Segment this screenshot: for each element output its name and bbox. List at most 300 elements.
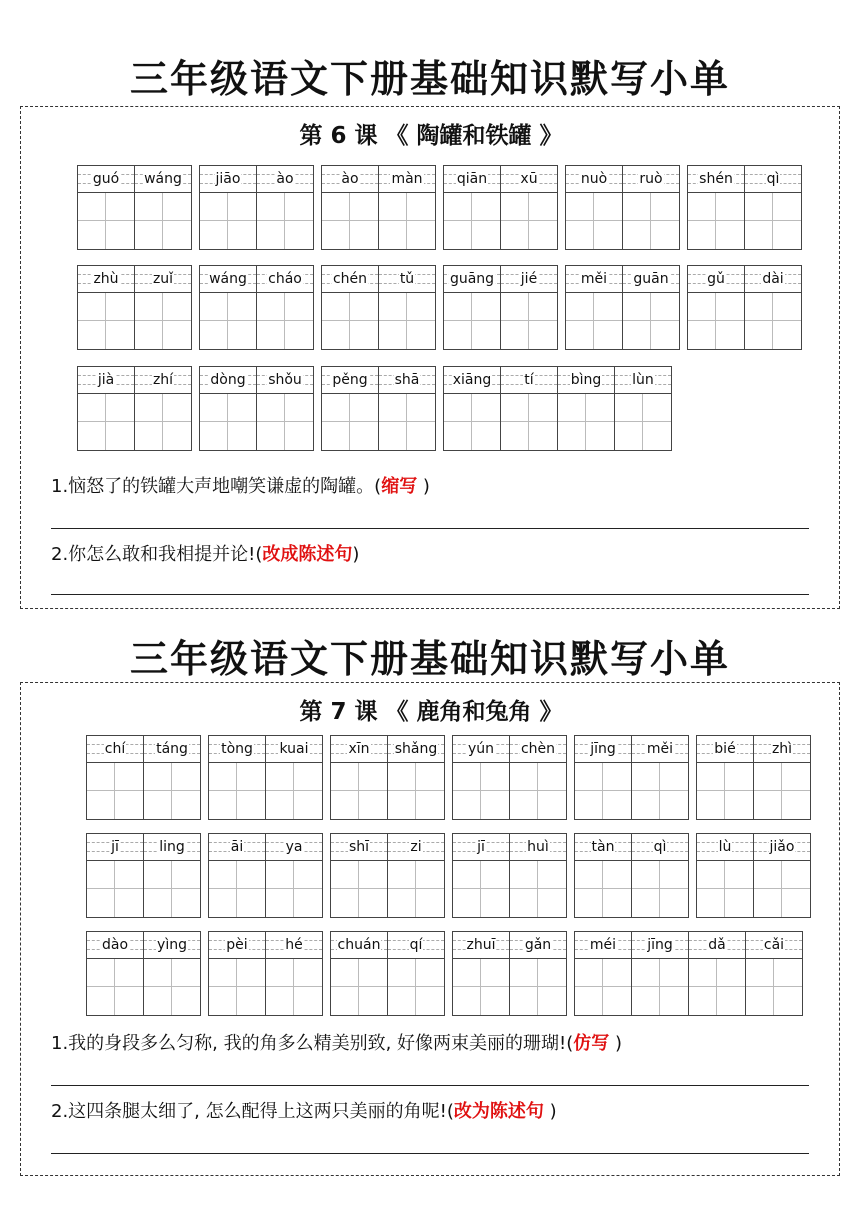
writing-square[interactable] bbox=[444, 193, 500, 249]
word-box bbox=[208, 931, 323, 1016]
writing-square[interactable] bbox=[78, 293, 134, 349]
pinyin-label bbox=[632, 834, 688, 861]
character-cell bbox=[257, 166, 313, 249]
writing-square[interactable] bbox=[697, 861, 753, 917]
pinyin-label bbox=[78, 266, 134, 293]
pinyin-text: ruò bbox=[639, 171, 663, 187]
word-box bbox=[452, 931, 567, 1016]
character-cell bbox=[135, 266, 191, 349]
writing-square[interactable] bbox=[388, 861, 444, 917]
pinyin-label bbox=[388, 834, 444, 861]
pinyin-text: tàn bbox=[591, 839, 615, 855]
pinyin-text: wáng bbox=[144, 171, 182, 187]
question-2 bbox=[51, 1097, 557, 1123]
answer-line-2[interactable] bbox=[51, 1153, 809, 1154]
writing-square[interactable] bbox=[697, 763, 753, 819]
character-cell bbox=[331, 932, 388, 1015]
writing-square[interactable] bbox=[688, 293, 744, 349]
pinyin-label bbox=[453, 932, 509, 959]
writing-square[interactable] bbox=[754, 861, 810, 917]
character-cell bbox=[745, 166, 801, 249]
writing-square[interactable] bbox=[87, 763, 143, 819]
character-cell bbox=[510, 932, 566, 1015]
page-title-2: 三年级语文下册基础知识默写小单 bbox=[129, 636, 730, 681]
pinyin-label bbox=[266, 736, 322, 763]
character-cell bbox=[209, 932, 266, 1015]
pinyin-label bbox=[623, 166, 679, 193]
pinyin-label bbox=[746, 932, 802, 959]
pinyin-label bbox=[623, 266, 679, 293]
pinyin-label bbox=[754, 834, 810, 861]
pinyin-label bbox=[510, 932, 566, 959]
pinyin-text: jià bbox=[97, 372, 115, 388]
pinyin-label bbox=[510, 834, 566, 861]
pinyin-label bbox=[78, 166, 134, 193]
pinyin-label bbox=[257, 166, 313, 193]
pinyin-label bbox=[632, 932, 688, 959]
writing-square[interactable] bbox=[566, 193, 622, 249]
question-2 bbox=[51, 540, 359, 566]
writing-square[interactable] bbox=[322, 394, 378, 450]
character-cell bbox=[558, 367, 615, 450]
pinyin-row-2 bbox=[77, 265, 802, 350]
pinyin-text: shǎng bbox=[394, 741, 438, 757]
writing-square[interactable] bbox=[745, 193, 801, 249]
question-1-text: 1.我的身段多么匀称, 我的角多么精美别致, 好像两束美丽的珊瑚!( bbox=[51, 1033, 574, 1054]
writing-square[interactable] bbox=[688, 193, 744, 249]
character-cell bbox=[379, 166, 435, 249]
character-cell bbox=[632, 736, 688, 819]
character-cell bbox=[87, 834, 144, 917]
character-cell bbox=[87, 932, 144, 1015]
word-box bbox=[443, 265, 558, 350]
pinyin-text: pěng bbox=[332, 372, 368, 388]
character-cell bbox=[615, 367, 671, 450]
question-2-hint: 改成陈述句 bbox=[262, 544, 353, 565]
pinyin-text: dòng bbox=[210, 372, 246, 388]
character-cell bbox=[754, 736, 810, 819]
pinyin-text: ya bbox=[285, 839, 303, 855]
character-cell bbox=[266, 736, 322, 819]
pinyin-label bbox=[87, 736, 143, 763]
writing-square[interactable] bbox=[632, 861, 688, 917]
character-cell bbox=[322, 266, 379, 349]
pinyin-text: jiǎo bbox=[769, 839, 795, 855]
writing-square[interactable] bbox=[257, 193, 313, 249]
writing-square[interactable] bbox=[501, 293, 557, 349]
question-1-hint: 缩写 bbox=[381, 476, 418, 497]
question-1-hint: 仿写 bbox=[573, 1033, 610, 1054]
writing-square[interactable] bbox=[331, 959, 387, 1015]
character-cell bbox=[623, 166, 679, 249]
word-box bbox=[86, 735, 201, 820]
pinyin-label bbox=[200, 166, 256, 193]
pinyin-text: nuò bbox=[580, 171, 608, 187]
word-box bbox=[574, 735, 689, 820]
writing-square[interactable] bbox=[322, 293, 378, 349]
writing-square[interactable] bbox=[746, 959, 802, 1015]
writing-square[interactable] bbox=[200, 293, 256, 349]
writing-square[interactable] bbox=[257, 293, 313, 349]
character-cell bbox=[266, 834, 322, 917]
writing-square[interactable] bbox=[575, 763, 631, 819]
pinyin-text: zi bbox=[410, 839, 422, 855]
writing-square[interactable] bbox=[453, 763, 509, 819]
pinyin-text: cháo bbox=[268, 271, 302, 287]
pinyin-text: xiāng bbox=[452, 372, 492, 388]
word-box bbox=[565, 165, 680, 250]
character-cell bbox=[746, 932, 802, 1015]
character-cell bbox=[453, 834, 510, 917]
word-box bbox=[452, 735, 567, 820]
pinyin-label bbox=[444, 166, 500, 193]
pinyin-label bbox=[745, 166, 801, 193]
pinyin-text: huì bbox=[527, 839, 549, 855]
character-cell bbox=[200, 266, 257, 349]
character-cell bbox=[510, 736, 566, 819]
pinyin-text: chén bbox=[332, 271, 368, 287]
word-box bbox=[452, 833, 567, 918]
writing-square[interactable] bbox=[510, 959, 566, 1015]
pinyin-text: tòng bbox=[221, 741, 253, 757]
pinyin-label bbox=[135, 266, 191, 293]
pinyin-text: zhuī bbox=[466, 937, 496, 953]
pinyin-text: jiāo bbox=[215, 171, 241, 187]
pinyin-label bbox=[754, 736, 810, 763]
character-cell bbox=[623, 266, 679, 349]
character-cell bbox=[200, 166, 257, 249]
character-cell bbox=[144, 736, 200, 819]
pinyin-label bbox=[200, 266, 256, 293]
pinyin-label bbox=[688, 166, 744, 193]
pinyin-text: jié bbox=[520, 271, 538, 287]
pinyin-text: měi bbox=[580, 271, 608, 287]
character-cell bbox=[501, 367, 558, 450]
character-cell bbox=[144, 932, 200, 1015]
worksheet-lesson-7 bbox=[20, 682, 840, 1176]
character-cell bbox=[388, 834, 444, 917]
writing-square[interactable] bbox=[87, 861, 143, 917]
pinyin-label bbox=[200, 367, 256, 394]
question-2-end: ) bbox=[352, 544, 360, 565]
character-cell bbox=[135, 367, 191, 450]
word-box bbox=[86, 833, 201, 918]
character-cell bbox=[754, 834, 810, 917]
character-cell bbox=[266, 932, 322, 1015]
character-cell bbox=[388, 932, 444, 1015]
pinyin-text: dài bbox=[762, 271, 784, 287]
pinyin-text: guān bbox=[633, 271, 669, 287]
worksheet-lesson-6 bbox=[20, 106, 840, 609]
word-box bbox=[321, 366, 436, 451]
question-2-text: 2.这四条腿太细了, 怎么配得上这两只美丽的角呢!( bbox=[51, 1101, 454, 1122]
word-box bbox=[687, 165, 802, 250]
pinyin-label bbox=[388, 736, 444, 763]
pinyin-row-2 bbox=[86, 833, 811, 918]
pinyin-label bbox=[144, 932, 200, 959]
word-box bbox=[199, 366, 314, 451]
pinyin-row-1 bbox=[86, 735, 811, 820]
answer-line-1[interactable] bbox=[51, 1085, 809, 1086]
pinyin-label bbox=[322, 367, 378, 394]
pinyin-label bbox=[322, 266, 378, 293]
writing-square[interactable] bbox=[632, 763, 688, 819]
pinyin-label bbox=[575, 834, 631, 861]
pinyin-label bbox=[379, 367, 435, 394]
pinyin-label bbox=[615, 367, 671, 394]
pinyin-text: xīn bbox=[348, 741, 370, 757]
character-cell bbox=[144, 834, 200, 917]
pinyin-label bbox=[510, 736, 566, 763]
word-box bbox=[77, 366, 192, 451]
pinyin-text: zhù bbox=[93, 271, 119, 287]
writing-square[interactable] bbox=[566, 293, 622, 349]
pinyin-label bbox=[331, 932, 387, 959]
pinyin-label bbox=[566, 266, 622, 293]
writing-square[interactable] bbox=[510, 861, 566, 917]
writing-square[interactable] bbox=[379, 193, 435, 249]
character-cell bbox=[209, 736, 266, 819]
pinyin-text: jīng bbox=[590, 741, 616, 757]
pinyin-text: guó bbox=[92, 171, 120, 187]
question-1 bbox=[51, 1029, 622, 1055]
character-cell bbox=[566, 166, 623, 249]
writing-square[interactable] bbox=[200, 193, 256, 249]
writing-square[interactable] bbox=[453, 959, 509, 1015]
writing-square[interactable] bbox=[209, 959, 265, 1015]
writing-square[interactable] bbox=[257, 394, 313, 450]
writing-square[interactable] bbox=[379, 293, 435, 349]
writing-square[interactable] bbox=[135, 193, 191, 249]
writing-square[interactable] bbox=[266, 763, 322, 819]
pinyin-label bbox=[209, 834, 265, 861]
pinyin-label bbox=[257, 367, 313, 394]
writing-square[interactable] bbox=[135, 394, 191, 450]
lesson-title: 第 6 课 《 陶罐和铁罐 》 bbox=[299, 123, 563, 149]
writing-square[interactable] bbox=[623, 293, 679, 349]
word-box bbox=[687, 265, 802, 350]
pinyin-label bbox=[444, 367, 500, 394]
writing-square[interactable] bbox=[453, 861, 509, 917]
writing-square[interactable] bbox=[501, 193, 557, 249]
question-1-end: ) bbox=[417, 476, 430, 497]
pinyin-text: shī bbox=[348, 839, 370, 855]
word-box bbox=[330, 833, 445, 918]
writing-square[interactable] bbox=[388, 959, 444, 1015]
writing-square[interactable] bbox=[209, 861, 265, 917]
pinyin-row-1 bbox=[77, 165, 802, 250]
pinyin-label bbox=[266, 932, 322, 959]
character-cell bbox=[87, 736, 144, 819]
word-box bbox=[199, 165, 314, 250]
pinyin-text: cǎi bbox=[763, 937, 785, 953]
character-cell bbox=[444, 367, 501, 450]
pinyin-label bbox=[688, 266, 744, 293]
character-cell bbox=[379, 367, 435, 450]
word-box bbox=[199, 265, 314, 350]
character-cell bbox=[322, 367, 379, 450]
character-cell bbox=[566, 266, 623, 349]
writing-square[interactable] bbox=[575, 959, 631, 1015]
pinyin-text: měi bbox=[646, 741, 674, 757]
writing-square[interactable] bbox=[444, 394, 500, 450]
question-1-text: 1.恼怒了的铁罐大声地嘲笑谦虚的陶罐。( bbox=[51, 476, 382, 497]
pinyin-text: lùn bbox=[632, 372, 654, 388]
question-2-end: ) bbox=[543, 1101, 557, 1122]
pinyin-label bbox=[575, 932, 631, 959]
writing-square[interactable] bbox=[745, 293, 801, 349]
writing-square[interactable] bbox=[501, 394, 557, 450]
character-cell bbox=[453, 736, 510, 819]
writing-square[interactable] bbox=[322, 193, 378, 249]
pinyin-label bbox=[566, 166, 622, 193]
character-cell bbox=[745, 266, 801, 349]
character-cell bbox=[388, 736, 444, 819]
character-cell bbox=[257, 266, 313, 349]
writing-square[interactable] bbox=[510, 763, 566, 819]
word-box bbox=[696, 735, 811, 820]
pinyin-row-3 bbox=[77, 366, 672, 451]
writing-square[interactable] bbox=[379, 394, 435, 450]
answer-line-2[interactable] bbox=[51, 594, 809, 595]
character-cell bbox=[78, 367, 135, 450]
character-cell bbox=[78, 166, 135, 249]
writing-square[interactable] bbox=[144, 861, 200, 917]
question-2-text: 2.你怎么敢和我相提并论!( bbox=[51, 544, 263, 565]
pinyin-label bbox=[331, 834, 387, 861]
pinyin-row-3 bbox=[86, 931, 803, 1016]
character-cell bbox=[688, 266, 745, 349]
character-cell bbox=[200, 367, 257, 450]
word-box bbox=[208, 833, 323, 918]
pinyin-text: shǒu bbox=[268, 372, 302, 388]
writing-square[interactable] bbox=[575, 861, 631, 917]
pinyin-label bbox=[78, 367, 134, 394]
pinyin-label bbox=[379, 266, 435, 293]
pinyin-label bbox=[558, 367, 614, 394]
question-1-end: ) bbox=[609, 1033, 623, 1054]
writing-square[interactable] bbox=[144, 763, 200, 819]
pinyin-text: guāng bbox=[449, 271, 495, 287]
pinyin-label bbox=[266, 834, 322, 861]
character-cell bbox=[510, 834, 566, 917]
pinyin-text: lù bbox=[718, 839, 732, 855]
word-box bbox=[574, 833, 689, 918]
pinyin-label bbox=[689, 932, 745, 959]
character-cell bbox=[78, 266, 135, 349]
writing-square[interactable] bbox=[623, 193, 679, 249]
pinyin-label bbox=[209, 736, 265, 763]
pinyin-label bbox=[87, 932, 143, 959]
writing-square[interactable] bbox=[87, 959, 143, 1015]
word-box bbox=[321, 165, 436, 250]
writing-square[interactable] bbox=[135, 293, 191, 349]
lesson-title: 第 7 课 《 鹿角和兔角 》 bbox=[299, 699, 563, 725]
pinyin-text: ào bbox=[341, 171, 359, 187]
pinyin-text: jī bbox=[111, 839, 119, 855]
pinyin-text: qí bbox=[409, 937, 423, 953]
pinyin-text: zhì bbox=[771, 741, 793, 757]
pinyin-label bbox=[257, 266, 313, 293]
pinyin-text: xū bbox=[520, 171, 538, 187]
pinyin-text: qì bbox=[653, 839, 667, 855]
writing-square[interactable] bbox=[388, 763, 444, 819]
pinyin-text: jī bbox=[477, 839, 485, 855]
pinyin-label bbox=[453, 736, 509, 763]
pinyin-text: táng bbox=[156, 741, 188, 757]
character-cell bbox=[331, 736, 388, 819]
pinyin-text: zuǐ bbox=[152, 271, 174, 287]
word-box bbox=[696, 833, 811, 918]
word-box bbox=[443, 165, 558, 250]
pinyin-text: bié bbox=[714, 741, 736, 757]
character-cell bbox=[697, 736, 754, 819]
answer-line-1[interactable] bbox=[51, 528, 809, 529]
character-cell bbox=[322, 166, 379, 249]
pinyin-text: chí bbox=[104, 741, 126, 757]
writing-square[interactable] bbox=[331, 763, 387, 819]
writing-square[interactable] bbox=[78, 193, 134, 249]
writing-square[interactable] bbox=[444, 293, 500, 349]
character-cell bbox=[501, 166, 557, 249]
character-cell bbox=[689, 932, 746, 1015]
page-title: 三年级语文下册基础知识默写小单 bbox=[129, 56, 730, 101]
writing-square[interactable] bbox=[209, 763, 265, 819]
writing-square[interactable] bbox=[266, 959, 322, 1015]
character-cell bbox=[575, 932, 632, 1015]
writing-square[interactable] bbox=[266, 861, 322, 917]
character-cell bbox=[688, 166, 745, 249]
pinyin-label bbox=[501, 367, 557, 394]
pinyin-label bbox=[388, 932, 444, 959]
word-box bbox=[77, 165, 192, 250]
pinyin-text: gǎn bbox=[524, 937, 552, 953]
writing-square[interactable] bbox=[78, 394, 134, 450]
writing-square[interactable] bbox=[144, 959, 200, 1015]
word-box bbox=[330, 931, 445, 1016]
writing-square[interactable] bbox=[331, 861, 387, 917]
pinyin-text: kuai bbox=[279, 741, 309, 757]
character-cell bbox=[331, 834, 388, 917]
character-cell bbox=[135, 166, 191, 249]
writing-square[interactable] bbox=[689, 959, 745, 1015]
pinyin-text: màn bbox=[391, 171, 423, 187]
pinyin-text: zhí bbox=[152, 372, 174, 388]
pinyin-label bbox=[745, 266, 801, 293]
pinyin-label bbox=[331, 736, 387, 763]
writing-square[interactable] bbox=[558, 394, 614, 450]
pinyin-label bbox=[87, 834, 143, 861]
pinyin-text: jīng bbox=[647, 937, 673, 953]
pinyin-text: wáng bbox=[209, 271, 247, 287]
word-box bbox=[565, 265, 680, 350]
character-cell bbox=[575, 736, 632, 819]
character-cell bbox=[632, 932, 689, 1015]
pinyin-text: shā bbox=[394, 372, 420, 388]
pinyin-text: ling bbox=[159, 839, 185, 855]
word-box bbox=[574, 931, 803, 1016]
writing-square[interactable] bbox=[200, 394, 256, 450]
writing-square[interactable] bbox=[615, 394, 671, 450]
pinyin-text: yìng bbox=[157, 937, 187, 953]
pinyin-label bbox=[575, 736, 631, 763]
pinyin-text: tí bbox=[524, 372, 534, 388]
pinyin-text: chèn bbox=[520, 741, 556, 757]
question-2-hint: 改为陈述句 bbox=[453, 1101, 544, 1122]
character-cell bbox=[257, 367, 313, 450]
writing-square[interactable] bbox=[754, 763, 810, 819]
writing-square[interactable] bbox=[632, 959, 688, 1015]
